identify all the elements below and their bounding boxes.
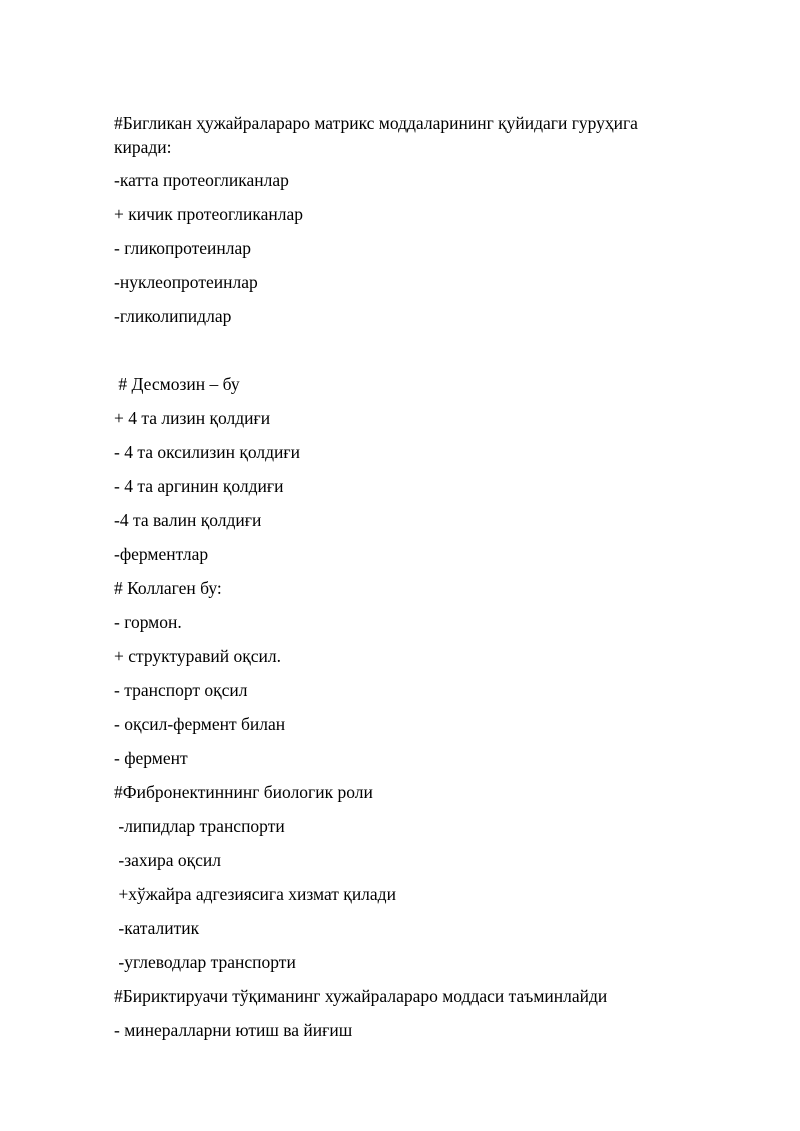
question-2-option-5: -ферментлар (114, 544, 209, 564)
question-3-option-3: - транспорт оқсил (114, 680, 248, 700)
question-3-option-5: - фермент (114, 748, 188, 768)
question-1-option-4: -нуклеопротеинлар (114, 272, 258, 292)
question-2-option-3: - 4 та аргинин қолдиғи (114, 476, 284, 496)
question-3-text: # Коллаген бу: (114, 578, 222, 598)
question-4-option-2: -захира оқсил (114, 850, 222, 870)
question-2-text: # Десмозин – бу (114, 374, 240, 394)
question-3-option-2: + структуравий оқсил. (114, 646, 281, 666)
question-2-option-2: - 4 та оксилизин қолдиғи (114, 442, 300, 462)
question-1-option-3: - гликопротеинлар (114, 238, 251, 258)
question-4-option-4: -каталитик (114, 918, 200, 938)
question-3-option-4: - оқсил-фермент билан (114, 714, 286, 734)
question-1-text: #Бигликан ҳужайралараро матрикс моддаларининг қуйидаги гуруҳига киради: (114, 113, 638, 157)
question-1-option-5: -гликолипидлар (114, 306, 232, 326)
question-4-text: #Фибронектиннинг биологик роли (114, 782, 373, 802)
question-3-option-1: - гормон. (114, 612, 182, 632)
question-4-option-5: -углеводлар транспорти (114, 952, 296, 972)
question-4-option-3: +хўжайра адгезиясига хизмат қилади (114, 884, 396, 904)
question-4-option-1: -липидлар транспорти (114, 816, 285, 836)
question-5-option-1: - минералларни ютиш ва йиғиш (114, 1020, 353, 1040)
question-1-option-2: + кичик протеогликанлар (114, 204, 303, 224)
question-2-option-4: -4 та валин қолдиғи (114, 510, 262, 530)
question-2-option-1: + 4 та лизин қолдиғи (114, 408, 271, 428)
question-1-option-1: -катта протеогликанлар (114, 170, 289, 190)
question-5-text: #Бириктируачи тўқиманинг хужайралараро моддаси таъминлайди (114, 986, 608, 1006)
